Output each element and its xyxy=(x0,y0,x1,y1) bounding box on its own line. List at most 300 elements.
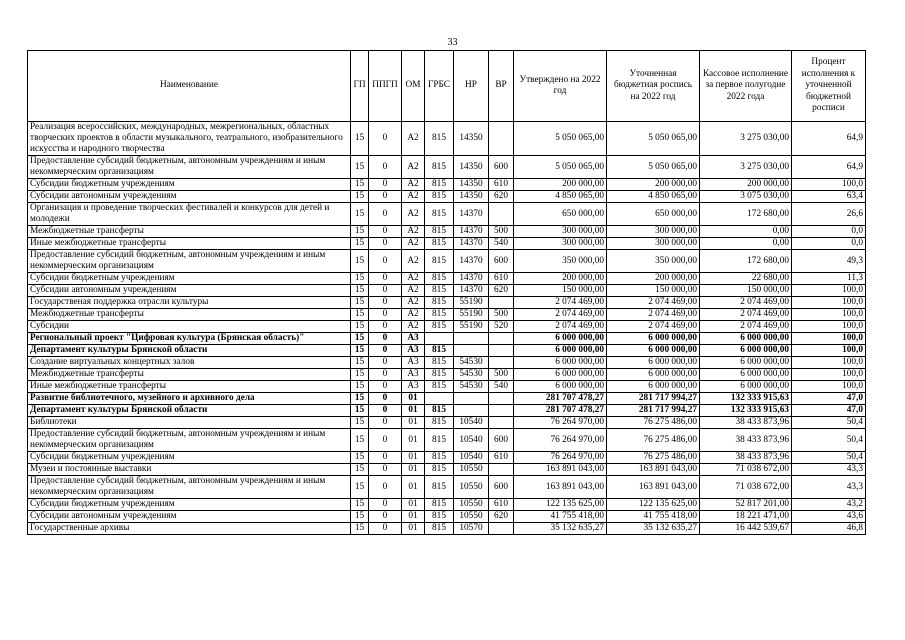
cell-name: Иные межбюджетные трансферты xyxy=(28,238,351,250)
table-row xyxy=(28,122,866,156)
cell-cash: 3 075 030,00 xyxy=(700,191,792,203)
header-approved: Утверждено на 2022 год xyxy=(514,51,607,122)
cell-np: 10550 xyxy=(454,511,489,523)
cell-vr xyxy=(489,345,514,357)
cell-name: Департамент культуры Брянской области xyxy=(28,345,351,357)
cell-cash: 150 000,00 xyxy=(700,285,792,297)
cell-approved: 76 264 970,00 xyxy=(514,429,607,452)
cell-name: Предоставление субсидий бюджетным, автономным учреждениям и иным некоммерческим организациям xyxy=(28,429,351,452)
cell-approved: 300 000,00 xyxy=(514,226,607,238)
table-row xyxy=(28,203,866,226)
cell-grbs: 815 xyxy=(425,191,454,203)
table-row xyxy=(28,285,866,297)
cell-ppgp: 0 xyxy=(369,156,402,179)
cell-name: Развитие библиотечного, музейного и архивного дела xyxy=(28,393,351,405)
cell-ppgp: 0 xyxy=(369,226,402,238)
cell-vr: 540 xyxy=(489,381,514,393)
cell-ppgp: 0 xyxy=(369,464,402,476)
cell-cash: 2 074 469,00 xyxy=(700,309,792,321)
cell-gp: 15 xyxy=(351,369,369,381)
cell-vr: 620 xyxy=(489,191,514,203)
cell-name: Предоставление субсидий бюджетным, автономным учреждениям и иным некоммерческим организациям xyxy=(28,156,351,179)
cell-gp: 15 xyxy=(351,250,369,273)
cell-grbs: 815 xyxy=(425,369,454,381)
cell-grbs: 815 xyxy=(425,250,454,273)
cell-name: Государственные архивы xyxy=(28,523,351,535)
cell-gp: 15 xyxy=(351,499,369,511)
cell-ppgp: 0 xyxy=(369,191,402,203)
cell-name: Создание виртуальных концертных залов xyxy=(28,357,351,369)
table-row xyxy=(28,452,866,464)
cell-np: 54530 xyxy=(454,381,489,393)
cell-vr xyxy=(489,523,514,535)
table-row xyxy=(28,238,866,250)
cell-cash: 16 442 539,67 xyxy=(700,523,792,535)
header-np: НР xyxy=(454,51,489,122)
cell-vr: 620 xyxy=(489,285,514,297)
cell-cash: 6 000 000,00 xyxy=(700,345,792,357)
cell-om: А2 xyxy=(402,191,425,203)
cell-approved: 6 000 000,00 xyxy=(514,369,607,381)
cell-refined: 163 891 043,00 xyxy=(607,464,700,476)
cell-om: 01 xyxy=(402,452,425,464)
cell-np: 10540 xyxy=(454,429,489,452)
cell-name: Реализация всероссийских, международных, межрегиональных, областных творческих проектов в области музыкального, театрального, изобразительного искусства и народного творчества xyxy=(28,122,351,156)
cell-gp: 15 xyxy=(351,476,369,499)
cell-refined: 150 000,00 xyxy=(607,285,700,297)
cell-approved: 150 000,00 xyxy=(514,285,607,297)
cell-percent: 100,0 xyxy=(792,381,866,393)
cell-np: 10550 xyxy=(454,499,489,511)
cell-ppgp: 0 xyxy=(369,203,402,226)
table-row xyxy=(28,333,866,345)
cell-approved: 6 000 000,00 xyxy=(514,381,607,393)
cell-ppgp: 0 xyxy=(369,523,402,535)
cell-cash: 3 275 030,00 xyxy=(700,122,792,156)
cell-refined: 2 074 469,00 xyxy=(607,297,700,309)
cell-refined: 163 891 043,00 xyxy=(607,476,700,499)
cell-ppgp: 0 xyxy=(369,285,402,297)
cell-om: А2 xyxy=(402,203,425,226)
cell-vr xyxy=(489,393,514,405)
cell-vr xyxy=(489,203,514,226)
cell-gp: 15 xyxy=(351,511,369,523)
header-name: Наименование xyxy=(28,51,351,122)
cell-ppgp: 0 xyxy=(369,476,402,499)
cell-refined: 76 275 486,00 xyxy=(607,429,700,452)
cell-gp: 15 xyxy=(351,357,369,369)
table-row xyxy=(28,156,866,179)
cell-gp: 15 xyxy=(351,156,369,179)
cell-gp: 15 xyxy=(351,523,369,535)
cell-name: Субсидии автономным учреждениям xyxy=(28,285,351,297)
cell-ppgp: 0 xyxy=(369,452,402,464)
cell-percent: 43,3 xyxy=(792,476,866,499)
cell-om: А3 xyxy=(402,345,425,357)
cell-refined: 300 000,00 xyxy=(607,238,700,250)
cell-cash: 22 680,00 xyxy=(700,273,792,285)
cell-approved: 163 891 043,00 xyxy=(514,476,607,499)
cell-refined: 2 074 469,00 xyxy=(607,309,700,321)
cell-refined: 41 755 418,00 xyxy=(607,511,700,523)
cell-vr: 600 xyxy=(489,156,514,179)
cell-cash: 71 038 672,00 xyxy=(700,476,792,499)
cell-grbs xyxy=(425,333,454,345)
header-ppgp: ППГП xyxy=(369,51,402,122)
cell-om: 01 xyxy=(402,393,425,405)
table-row xyxy=(28,511,866,523)
cell-om: А2 xyxy=(402,122,425,156)
cell-name: Государственая поддержка отрасли культуры xyxy=(28,297,351,309)
cell-np: 54530 xyxy=(454,357,489,369)
cell-vr: 500 xyxy=(489,309,514,321)
cell-cash: 0,00 xyxy=(700,238,792,250)
cell-ppgp: 0 xyxy=(369,122,402,156)
cell-np xyxy=(454,345,489,357)
cell-gp: 15 xyxy=(351,464,369,476)
cell-grbs: 815 xyxy=(425,122,454,156)
cell-cash: 38 433 873,96 xyxy=(700,429,792,452)
cell-name: Субсидии бюджетным учреждениям xyxy=(28,452,351,464)
cell-name: Предоставление субсидий бюджетным, автономным учреждениям и иным некоммерческим организациям xyxy=(28,476,351,499)
cell-name: Субсидии бюджетным учреждениям xyxy=(28,273,351,285)
cell-gp: 15 xyxy=(351,333,369,345)
cell-cash: 6 000 000,00 xyxy=(700,333,792,345)
cell-percent: 64,9 xyxy=(792,122,866,156)
cell-grbs: 815 xyxy=(425,285,454,297)
cell-om: А3 xyxy=(402,369,425,381)
cell-ppgp: 0 xyxy=(369,309,402,321)
cell-grbs: 815 xyxy=(425,452,454,464)
cell-grbs: 815 xyxy=(425,179,454,191)
cell-vr: 600 xyxy=(489,250,514,273)
cell-refined: 76 275 486,00 xyxy=(607,417,700,429)
cell-percent: 100,0 xyxy=(792,179,866,191)
cell-refined: 76 275 486,00 xyxy=(607,452,700,464)
cell-om: А2 xyxy=(402,179,425,191)
cell-ppgp: 0 xyxy=(369,405,402,417)
cell-refined: 350 000,00 xyxy=(607,250,700,273)
table-row xyxy=(28,499,866,511)
cell-approved: 650 000,00 xyxy=(514,203,607,226)
cell-vr xyxy=(489,122,514,156)
cell-grbs: 815 xyxy=(425,511,454,523)
cell-percent: 100,0 xyxy=(792,297,866,309)
cell-np xyxy=(454,405,489,417)
table-row xyxy=(28,417,866,429)
cell-grbs: 815 xyxy=(425,297,454,309)
cell-percent: 50,4 xyxy=(792,417,866,429)
cell-cash: 2 074 469,00 xyxy=(700,297,792,309)
cell-name: Библиотеки xyxy=(28,417,351,429)
cell-grbs: 815 xyxy=(425,476,454,499)
cell-cash: 18 221 471,00 xyxy=(700,511,792,523)
cell-cash: 200 000,00 xyxy=(700,179,792,191)
cell-om: 01 xyxy=(402,417,425,429)
cell-cash: 52 817 201,00 xyxy=(700,499,792,511)
cell-np xyxy=(454,333,489,345)
cell-approved: 281 707 478,27 xyxy=(514,405,607,417)
table-row xyxy=(28,297,866,309)
cell-vr xyxy=(489,297,514,309)
cell-percent: 0,0 xyxy=(792,238,866,250)
cell-name: Межбюджетные трансферты xyxy=(28,369,351,381)
cell-om: А2 xyxy=(402,297,425,309)
cell-refined: 300 000,00 xyxy=(607,226,700,238)
cell-refined: 5 050 065,00 xyxy=(607,156,700,179)
cell-percent: 0,0 xyxy=(792,226,866,238)
cell-percent: 47,0 xyxy=(792,393,866,405)
table-row xyxy=(28,191,866,203)
cell-percent: 26,6 xyxy=(792,203,866,226)
header-om: ОМ xyxy=(402,51,425,122)
cell-approved: 350 000,00 xyxy=(514,250,607,273)
cell-cash: 2 074 469,00 xyxy=(700,321,792,333)
cell-gp: 15 xyxy=(351,309,369,321)
cell-approved: 300 000,00 xyxy=(514,238,607,250)
cell-name: Музеи и постоянные выставки xyxy=(28,464,351,476)
cell-grbs: 815 xyxy=(425,499,454,511)
table-row xyxy=(28,226,866,238)
table-row xyxy=(28,523,866,535)
table-row xyxy=(28,273,866,285)
cell-refined: 35 132 635,27 xyxy=(607,523,700,535)
cell-grbs: 815 xyxy=(425,523,454,535)
header-cash: Кассовое исполнение за первое полугодие 2022 года xyxy=(700,51,792,122)
cell-refined: 6 000 000,00 xyxy=(607,381,700,393)
cell-refined: 200 000,00 xyxy=(607,273,700,285)
cell-om: А3 xyxy=(402,333,425,345)
header-refined: Уточненная бюджетная роспись на 2022 год xyxy=(607,51,700,122)
cell-np: 14370 xyxy=(454,238,489,250)
cell-ppgp: 0 xyxy=(369,369,402,381)
cell-approved: 76 264 970,00 xyxy=(514,417,607,429)
cell-vr: 540 xyxy=(489,238,514,250)
cell-np: 14350 xyxy=(454,191,489,203)
cell-percent: 50,4 xyxy=(792,452,866,464)
cell-percent: 43,6 xyxy=(792,511,866,523)
cell-cash: 3 275 030,00 xyxy=(700,156,792,179)
cell-om: А2 xyxy=(402,309,425,321)
cell-percent: 43,2 xyxy=(792,499,866,511)
cell-np: 54530 xyxy=(454,369,489,381)
cell-grbs: 815 xyxy=(425,381,454,393)
table-row xyxy=(28,393,866,405)
cell-grbs: 815 xyxy=(425,357,454,369)
cell-np: 14370 xyxy=(454,226,489,238)
cell-name: Субсидии автономным учреждениям xyxy=(28,191,351,203)
cell-ppgp: 0 xyxy=(369,321,402,333)
cell-cash: 6 000 000,00 xyxy=(700,357,792,369)
cell-approved: 200 000,00 xyxy=(514,273,607,285)
cell-vr: 620 xyxy=(489,511,514,523)
cell-percent: 49,3 xyxy=(792,250,866,273)
cell-approved: 4 850 065,00 xyxy=(514,191,607,203)
cell-approved: 163 891 043,00 xyxy=(514,464,607,476)
cell-grbs: 815 xyxy=(425,309,454,321)
cell-om: 01 xyxy=(402,499,425,511)
cell-name: Субсидии xyxy=(28,321,351,333)
cell-np: 10570 xyxy=(454,523,489,535)
cell-refined: 4 850 065,00 xyxy=(607,191,700,203)
cell-name: Субсидии бюджетным учреждениям xyxy=(28,499,351,511)
header-gp: ГП xyxy=(351,51,369,122)
cell-vr: 610 xyxy=(489,499,514,511)
cell-cash: 6 000 000,00 xyxy=(700,369,792,381)
cell-name: Межбюджетные трансферты xyxy=(28,309,351,321)
cell-np: 14370 xyxy=(454,273,489,285)
cell-cash: 0,00 xyxy=(700,226,792,238)
cell-name: Субсидии автономным учреждениям xyxy=(28,511,351,523)
table-row xyxy=(28,405,866,417)
cell-refined: 200 000,00 xyxy=(607,179,700,191)
cell-np: 10540 xyxy=(454,452,489,464)
cell-refined: 5 050 065,00 xyxy=(607,122,700,156)
cell-vr: 600 xyxy=(489,476,514,499)
table-row xyxy=(28,309,866,321)
cell-ppgp: 0 xyxy=(369,297,402,309)
cell-gp: 15 xyxy=(351,285,369,297)
cell-ppgp: 0 xyxy=(369,179,402,191)
table-row xyxy=(28,179,866,191)
cell-vr xyxy=(489,417,514,429)
cell-cash: 38 433 873,96 xyxy=(700,417,792,429)
cell-grbs: 815 xyxy=(425,321,454,333)
cell-np: 14370 xyxy=(454,285,489,297)
budget-execution-table xyxy=(27,50,866,535)
cell-approved: 200 000,00 xyxy=(514,179,607,191)
cell-refined: 2 074 469,00 xyxy=(607,321,700,333)
table-row xyxy=(28,464,866,476)
cell-grbs: 815 xyxy=(425,429,454,452)
table-row xyxy=(28,345,866,357)
table-row xyxy=(28,429,866,452)
cell-gp: 15 xyxy=(351,405,369,417)
cell-np: 14370 xyxy=(454,250,489,273)
cell-refined: 6 000 000,00 xyxy=(607,369,700,381)
table-row xyxy=(28,357,866,369)
cell-grbs: 815 xyxy=(425,464,454,476)
cell-grbs: 815 xyxy=(425,203,454,226)
cell-ppgp: 0 xyxy=(369,393,402,405)
cell-approved: 6 000 000,00 xyxy=(514,345,607,357)
cell-vr: 500 xyxy=(489,369,514,381)
cell-percent: 63,4 xyxy=(792,191,866,203)
cell-om: А3 xyxy=(402,381,425,393)
cell-name: Межбюджетные трансферты xyxy=(28,226,351,238)
cell-approved: 35 132 635,27 xyxy=(514,523,607,535)
cell-refined: 122 135 625,00 xyxy=(607,499,700,511)
cell-ppgp: 0 xyxy=(369,417,402,429)
cell-grbs: 815 xyxy=(425,226,454,238)
table-row xyxy=(28,369,866,381)
cell-om: 01 xyxy=(402,523,425,535)
cell-cash: 172 680,00 xyxy=(700,250,792,273)
cell-name: Организация и проведение творческих фестивалей и конкурсов для детей и молодежи xyxy=(28,203,351,226)
cell-refined: 650 000,00 xyxy=(607,203,700,226)
cell-cash: 6 000 000,00 xyxy=(700,381,792,393)
cell-om: А3 xyxy=(402,357,425,369)
cell-approved: 2 074 469,00 xyxy=(514,309,607,321)
cell-np: 14350 xyxy=(454,179,489,191)
cell-gp: 15 xyxy=(351,429,369,452)
cell-om: 01 xyxy=(402,511,425,523)
cell-np: 55190 xyxy=(454,309,489,321)
cell-gp: 15 xyxy=(351,297,369,309)
cell-approved: 6 000 000,00 xyxy=(514,333,607,345)
cell-percent: 43,3 xyxy=(792,464,866,476)
cell-cash: 132 333 915,63 xyxy=(700,405,792,417)
cell-percent: 50,4 xyxy=(792,429,866,452)
cell-gp: 15 xyxy=(351,273,369,285)
cell-ppgp: 0 xyxy=(369,499,402,511)
cell-vr: 610 xyxy=(489,179,514,191)
cell-refined: 6 000 000,00 xyxy=(607,357,700,369)
cell-ppgp: 0 xyxy=(369,273,402,285)
cell-ppgp: 0 xyxy=(369,238,402,250)
cell-approved: 41 755 418,00 xyxy=(514,511,607,523)
cell-vr xyxy=(489,405,514,417)
cell-approved: 5 050 065,00 xyxy=(514,156,607,179)
cell-gp: 15 xyxy=(351,122,369,156)
table-row xyxy=(28,321,866,333)
cell-name: Иные межбюджетные трансферты xyxy=(28,381,351,393)
cell-gp: 15 xyxy=(351,238,369,250)
cell-cash: 132 333 915,63 xyxy=(700,393,792,405)
cell-approved: 2 074 469,00 xyxy=(514,297,607,309)
cell-om: А2 xyxy=(402,285,425,297)
cell-ppgp: 0 xyxy=(369,333,402,345)
cell-percent: 100,0 xyxy=(792,369,866,381)
cell-percent: 46,8 xyxy=(792,523,866,535)
cell-gp: 15 xyxy=(351,452,369,464)
header-vr: ВР xyxy=(489,51,514,122)
cell-gp: 15 xyxy=(351,321,369,333)
cell-om: 01 xyxy=(402,476,425,499)
cell-refined: 281 717 994,27 xyxy=(607,393,700,405)
cell-om: А2 xyxy=(402,273,425,285)
cell-approved: 5 050 065,00 xyxy=(514,122,607,156)
cell-np xyxy=(454,393,489,405)
cell-gp: 15 xyxy=(351,345,369,357)
cell-om: А2 xyxy=(402,238,425,250)
cell-vr xyxy=(489,464,514,476)
cell-approved: 122 135 625,00 xyxy=(514,499,607,511)
cell-np: 14350 xyxy=(454,122,489,156)
cell-np: 55190 xyxy=(454,321,489,333)
table-row xyxy=(28,250,866,273)
cell-gp: 15 xyxy=(351,191,369,203)
cell-om: 01 xyxy=(402,429,425,452)
cell-refined: 6 000 000,00 xyxy=(607,333,700,345)
cell-np: 10550 xyxy=(454,464,489,476)
cell-np: 10540 xyxy=(454,417,489,429)
cell-gp: 15 xyxy=(351,226,369,238)
table-row xyxy=(28,381,866,393)
cell-ppgp: 0 xyxy=(369,511,402,523)
cell-grbs: 815 xyxy=(425,273,454,285)
cell-grbs: 815 xyxy=(425,417,454,429)
cell-percent: 100,0 xyxy=(792,345,866,357)
cell-percent: 100,0 xyxy=(792,285,866,297)
cell-percent: 64,9 xyxy=(792,156,866,179)
cell-grbs xyxy=(425,393,454,405)
cell-percent: 100,0 xyxy=(792,333,866,345)
cell-cash: 172 680,00 xyxy=(700,203,792,226)
cell-refined: 281 717 994,27 xyxy=(607,405,700,417)
cell-approved: 6 000 000,00 xyxy=(514,357,607,369)
cell-ppgp: 0 xyxy=(369,345,402,357)
